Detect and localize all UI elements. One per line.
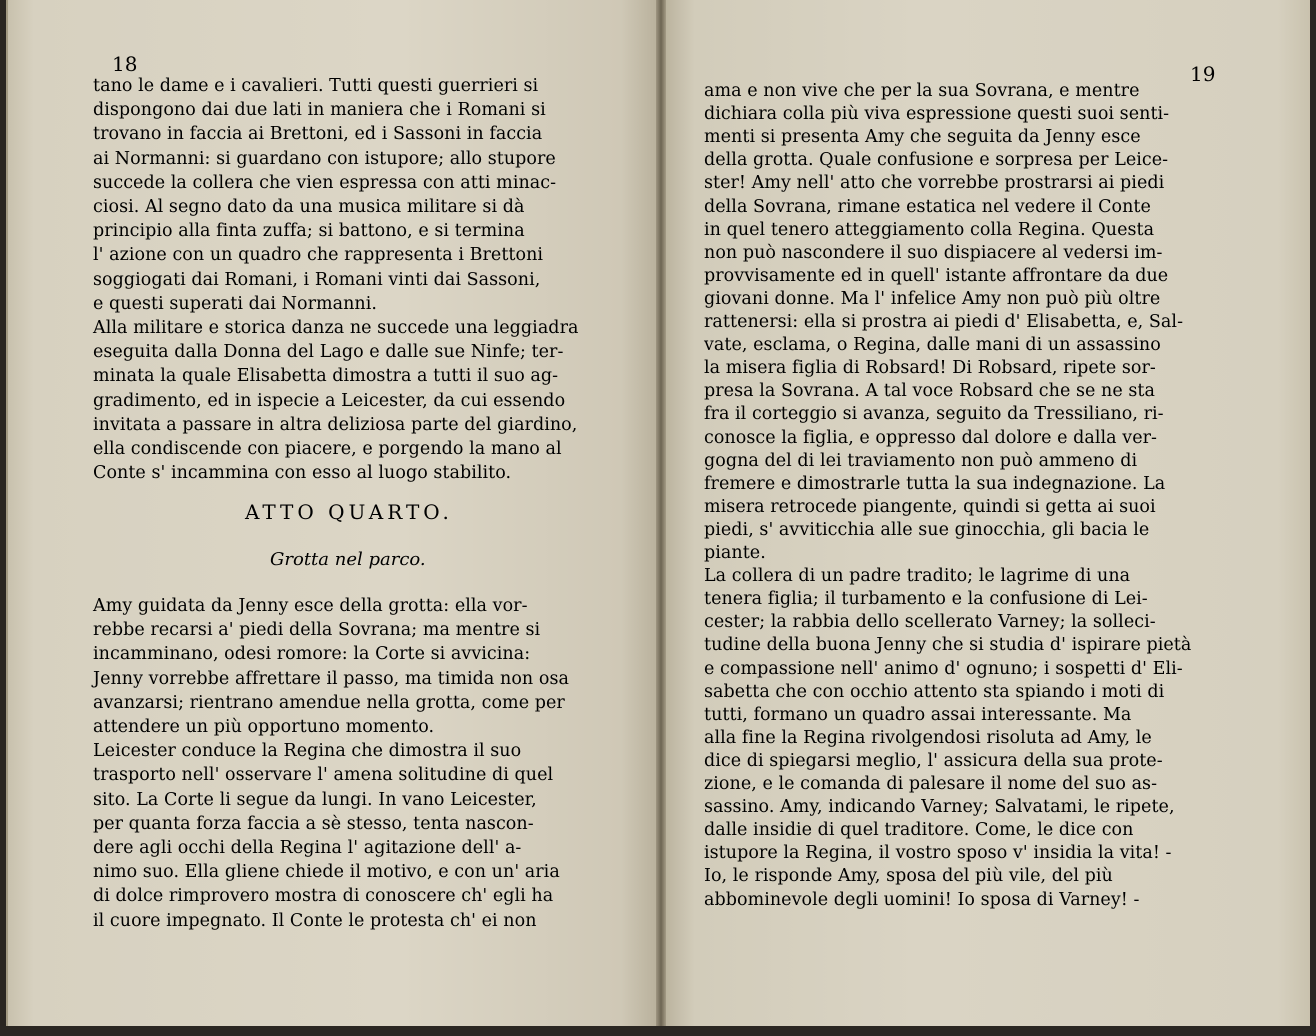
text-line: attendere un più opportuno momento. [93, 717, 435, 737]
text-line: trovano in faccia ai Brettoni, ed i Sassoni in faccia [93, 124, 543, 145]
text-line: ella condiscende con piacere, e porgendo la mano al [93, 439, 562, 459]
text-line: piante. [704, 543, 766, 563]
text-line: non può nascondere il suo dispiacere al vedersi im- [704, 242, 1163, 263]
book-gutter [656, 0, 666, 1030]
text-line: nimo suo. Ella gliene chiede il motivo, e con un' aria [93, 862, 560, 883]
page-bottom-edge [0, 1026, 1316, 1036]
left-page-number: 18 [112, 52, 138, 76]
text-line: presa la Sovrana. A tal voce Robsard che se ne sta [704, 381, 1155, 402]
text-line: ai Normanni: si guardano con istupore; allo stupore [93, 148, 556, 169]
text-line: tudine della buona Jenny che si studia d' ispirare pietà [704, 635, 1192, 656]
text-line: Io, le risponde Amy, sposa del più vile, del più [704, 866, 1113, 887]
text-line: abbominevole degli uomini! Io sposa di Varney! - [704, 889, 1140, 910]
text-line: sito. La Corte li segue da lungi. In vano Leicester, [93, 789, 537, 810]
text-line: della grotta. Quale confusione e sorpresa per Leice- [704, 150, 1169, 171]
text-line: Amy guidata da Jenny esce della grotta: ella vor- [93, 596, 528, 616]
text-line: trasporto nell' osservare l' amena solitudine di quel [93, 765, 554, 786]
text-line: Conte s' incammina con esso al luogo stabilito. [93, 463, 512, 484]
text-line: minata la quale Elisabetta dimostra a tutti il suo ag- [93, 366, 559, 387]
text-line: soggiogati dai Romani, i Romani vinti dai Sassoni, [93, 269, 541, 290]
page-right-edge [1310, 0, 1316, 1036]
text-line: rattenersi: ella si prostra ai piedi d' Elisabetta, e, Sal- [704, 312, 1184, 332]
text-line: ster! Amy nell' atto che vorrebbe prostrarsi ai piedi [704, 173, 1165, 194]
text-line: ama e non vive che per la sua Sovrana, e mentre [704, 81, 1140, 101]
text-line: e questi superati dai Normanni. [93, 293, 378, 314]
text-line: dispongono dai due lati in maniera che i Romani si [93, 100, 546, 121]
text-line: sassino. Amy, indicando Varney; Salvatami, le ripete, [704, 797, 1175, 818]
text-line: succede la collera che vien espressa con atti minac- [93, 172, 557, 193]
text-line: giovani donne. Ma l' infelice Amy non può più oltre [704, 288, 1161, 309]
text-line: provvisamente ed in quell' istante affrontare da due [704, 265, 1169, 286]
text-line: Jenny vorrebbe affrettare il passo, ma timida non osa [93, 668, 569, 689]
text-line: dichiara colla più viva espressione questi suoi senti- [704, 104, 1170, 125]
text-line: dere agli occhi della Regina l' agitazione dell' a- [93, 838, 522, 858]
text-line: l' azione con un quadro che rappresenta i Brettoni [93, 245, 544, 266]
text-line: misera retrocede piangente, quindi si getta ai suoi [704, 496, 1156, 517]
text-line: dalle insidie di quel traditore. Come, le dice con [704, 820, 1134, 841]
text-line: tutti, formano un quadro assai interessante. Ma [704, 704, 1132, 725]
text-line: piedi, s' avviticchia alle sue ginocchia, gli bacia le [704, 519, 1150, 540]
act-heading: ATTO QUARTO. [245, 500, 453, 524]
text-line: cester; la rabbia dello scellerato Varney; la solleci- [704, 612, 1156, 633]
right-page-number: 19 [1190, 62, 1216, 86]
text-line: conosce la figlia, e oppresso dal dolore e dalla ver- [704, 427, 1157, 448]
text-line: invitata a passare in altra deliziosa parte del giardino, [93, 414, 578, 435]
text-line: incamminano, odesi romore: la Corte si avvicina: [93, 644, 531, 665]
text-line: in quel tenero atteggiamento colla Regina. Questa [704, 219, 1155, 240]
text-line: alla fine la Regina rivolgendosi risoluta ad Amy, le [704, 727, 1152, 748]
text-line: il cuore impegnato. Il Conte le protesta ch' ei non [93, 910, 537, 931]
text-line: Leicester conduce la Regina che dimostra il suo [93, 741, 522, 762]
text-line: avanzarsi; rientrano amendue nella grotta, come per [93, 692, 565, 713]
text-line: sabetta che con occhio attento sta spiando i moti di [704, 681, 1165, 702]
text-line: Alla militare e storica danza ne succede una leggiadra [93, 318, 579, 338]
text-line: zione, e le comanda di palesare il nome del suo as- [704, 774, 1158, 794]
text-line: della Sovrana, rimane estatica nel vedere il Conte [704, 196, 1151, 217]
text-line: per quanta forza faccia a sè stesso, tenta nascon- [93, 813, 534, 834]
text-line: gogna del di lei traviamento non può ammeno di [704, 450, 1138, 471]
text-line: tano le dame e i cavalieri. Tutti questi guerrieri si [93, 76, 539, 96]
text-line: e compassione nell' animo d' ognuno; i sospetti d' Eli- [704, 658, 1183, 679]
text-line: di dolce rimprovero mostra di conoscere ch' egli ha [93, 886, 554, 907]
text-line: istupore la Regina, il vostro sposo v' insidia la vita! - [704, 843, 1172, 864]
text-line: fra il corteggio si avanza, seguito da Tressiliano, ri- [704, 404, 1164, 425]
text-line: dice di spiegarsi meglio, l' assicura della sua prote- [704, 750, 1163, 771]
text-line: rebbe recarsi a' piedi della Sovrana; ma mentre si [93, 620, 541, 641]
text-line: principio alla finta zuffa; si battono, e si termina [93, 221, 525, 242]
text-line: fremere e dimostrarle tutta la sua indegnazione. La [704, 473, 1166, 494]
text-line: ciosi. Al segno dato da una musica militare si dà [93, 197, 525, 217]
text-line: gradimento, ed in ispecie a Leicester, da cui essendo [93, 390, 566, 411]
text-line: eseguita dalla Donna del Lago e dalle sue Ninfe; ter- [93, 342, 564, 363]
text-line: menti si presenta Amy che seguita da Jenny esce [704, 127, 1141, 148]
text-line: vate, esclama, o Regina, dalle mani di un assassino [704, 335, 1161, 356]
scene-subheading: Grotta nel parco. [270, 549, 426, 570]
text-line: tenera figlia; il turbamento e la confusione di Lei- [704, 589, 1148, 610]
text-line: la misera figlia di Robsard! Di Robsard, ripete sor- [704, 358, 1156, 379]
text-line: La collera di un padre tradito; le lagrime di una [704, 566, 1131, 587]
